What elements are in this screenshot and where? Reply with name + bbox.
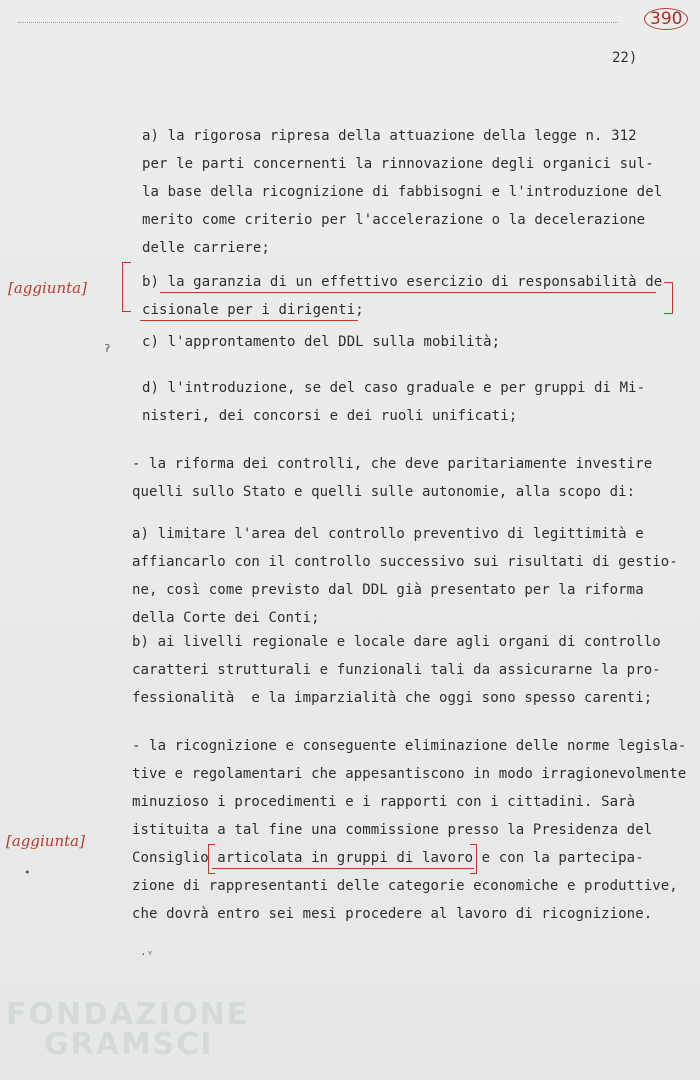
text-line: ne, così come previsto dal DDL già presentato per la riforma [132, 582, 644, 598]
red-underline [212, 868, 474, 869]
text-line: della Corte dei Conti; [132, 610, 320, 626]
text-line: minuzioso i procedimenti e i rapporti con i cittadini. Sarà [132, 794, 636, 810]
text-line: istituita a tal fine una commissione presso la Presidenza del [132, 822, 653, 838]
text-line: b) la garanzia di un effettivo esercizio di responsabilità de [142, 274, 663, 290]
top-dotted-line [18, 22, 618, 23]
text-line: - la ricognizione e conseguente eliminazione delle norme legisla- [132, 738, 687, 754]
text-line: zione di rappresentanti delle categorie economiche e produttive, [132, 878, 678, 894]
red-underline [140, 320, 358, 321]
text-line: delle carriere; [142, 240, 270, 256]
text-line: merito come criterio per l'accelerazione o la decelerazione [142, 212, 646, 228]
watermark-line: FONDAZIONE [6, 997, 250, 1032]
text-line: - la riforma dei controlli, che deve paritariamente investire [132, 456, 653, 472]
text-line: cisionale per i dirigenti; [142, 302, 364, 318]
text-line: che dovrà entro sei mesi procedere al lavoro di ricognizione. [132, 906, 653, 922]
text-line: per le parti concernenti la rinnovazione degli organici sul- [142, 156, 654, 172]
red-bracket-left [122, 262, 131, 312]
text-line: quelli sullo Stato e quelli sulle autonomie, alla scopo di: [132, 484, 636, 500]
text-line: la base della ricognizione di fabbisogni e l'introduzione del [142, 184, 663, 200]
text-line: caratteri strutturali e funzionali tali da assicurarne la pro- [132, 662, 661, 678]
text-line: a) la rigorosa ripresa della attuazione della legge n. 312 [142, 128, 637, 144]
archive-number-stamp: 390 [644, 8, 688, 30]
red-bracket-left [208, 844, 215, 874]
margin-note-aggiunta: [aggiunta] [8, 279, 87, 297]
red-underline [160, 292, 656, 293]
watermark-logo [6, 997, 250, 1062]
text-line: c) l'approntamento del DDL sulla mobilità; [142, 334, 501, 350]
red-bracket-right [470, 844, 477, 874]
document-page: 390 22) a) la rigorosa ripresa della attuazione della legge n. 312 per le parti concernenti la rinnovazione degli organici sul- la base della ricognizione di fabbisogni e l'introduzione del merito come criterio per l'accelerazione o la decelerazione delle carriere; [aggiunta] b) la garanzia di un effettivo esercizio di responsabilità de cisionale per i dirigenti; c) l'approntamento del DDL sulla mobilità; ʔ d) l'introduzione, se del caso graduale e per gruppi di Mi- nisteri, dei concorsi e dei ruoli unificati; - la riforma dei controlli, che deve paritariamente investire quelli sullo Stato e quelli sulle autonomie, alla scopo di: a) limitare l'area del controllo preventivo di legittimità e affiancarlo con il controllo successivo sui risultati di gestio- ne, così come previsto dal DDL già presentato per la riforma della Corte dei Conti; b) ai livelli regionale e locale dare agli organi di controllo caratteri strutturali e funzionali tali da assicurarne la pro- fessionalità e la imparzialità che oggi sono spesso carenti; - la ricognizione e conseguente eliminazione delle norme legisla- tive e regolamentari che appesantiscono in modo irragionevolmente minuzioso i procedimenti e i rapporti con i cittadini. Sarà istituita a tal fine una commissione presso la Presidenza del [aggiunta] Consiglio articolata in gruppi di lavoro e con la partecipa- • zione di rappresentanti delle categorie economiche e produttive, che dovrà entro sei mesi procedere al lavoro di ricognizione. ·ᵛ FONDAZIONE GRAMSCI [0, 0, 700, 1080]
text-line: b) ai livelli regionale e locale dare agli organi di controllo [132, 634, 661, 650]
text-line: fessionalità e la imparzialità che oggi sono spesso carenti; [132, 690, 653, 706]
text-line: affiancarlo con il controllo successivo sui risultati di gestio- [132, 554, 678, 570]
text-line: tive e regolamentari che appesantiscono in modo irragionevolmente [132, 766, 687, 782]
text-line: a) limitare l'area del controllo preventivo di legittimità e [132, 526, 644, 542]
text-line: nisteri, dei concorsi e dei ruoli unificati; [142, 408, 518, 424]
text-line: Consiglio articolata in gruppi di lavoro e con la partecipa- [132, 850, 644, 866]
page-number: 22) [612, 50, 638, 66]
margin-note-aggiunta: [aggiunta] [6, 832, 85, 850]
red-bracket-right [664, 282, 673, 314]
text-line: d) l'introduzione, se del caso graduale e per gruppi di Mi- [142, 380, 646, 396]
watermark-line: GRAMSCI [44, 1027, 214, 1062]
